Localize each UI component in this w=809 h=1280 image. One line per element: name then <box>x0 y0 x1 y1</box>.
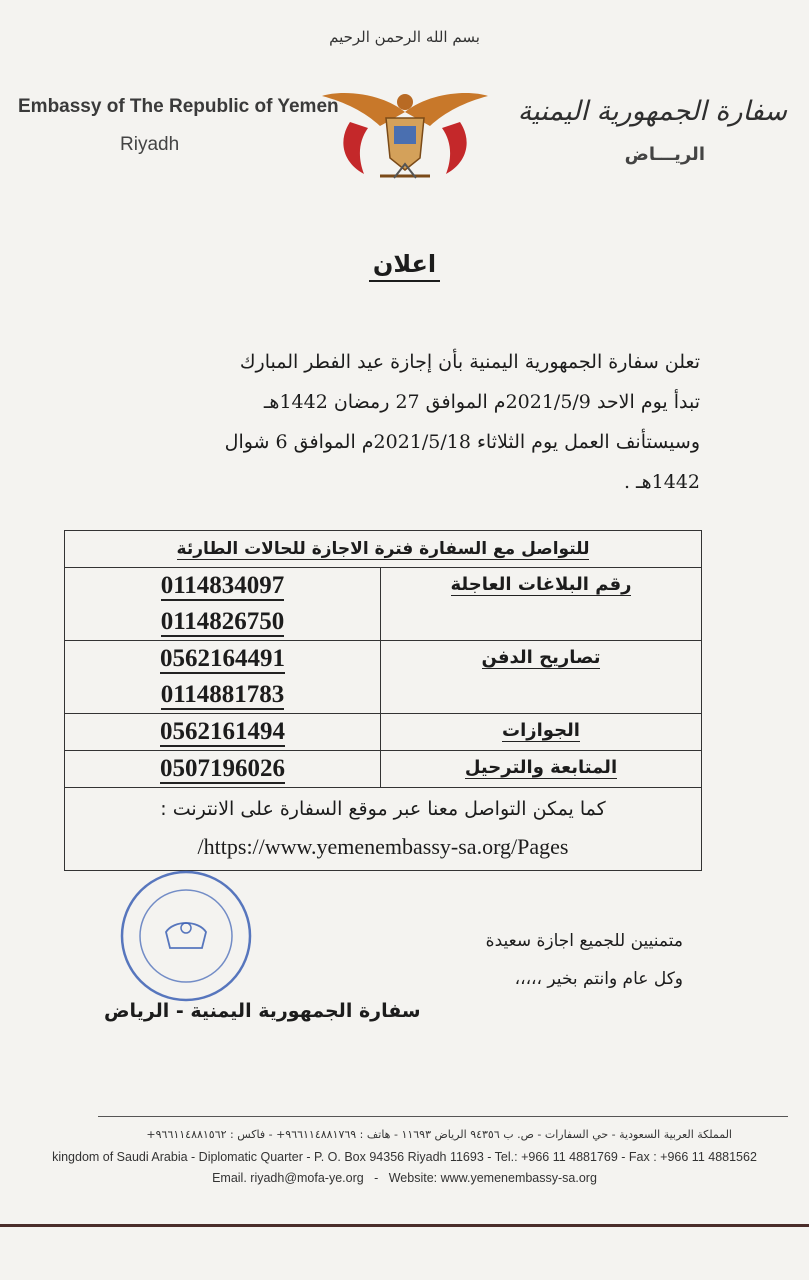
table-header: للتواصل مع السفارة فترة الاجازة للحالات الطارئة <box>65 531 702 568</box>
phone-number[interactable]: 0562164491 <box>160 645 285 672</box>
footer-contact <box>0 1171 809 1185</box>
bottom-bar <box>0 1224 809 1227</box>
phone-number[interactable]: 0507196026 <box>160 755 285 782</box>
footer-separator: - <box>374 1171 379 1185</box>
contact-numbers <box>65 751 381 788</box>
phone-number[interactable]: 0114826750 <box>160 608 285 635</box>
table-row <box>65 641 702 714</box>
contact-label: المتابعة والترحيل <box>381 751 702 788</box>
wish-line: وكل عام وانتم بخير ،،،،، <box>514 969 683 989</box>
embassy-name-arabic: سفارة الجمهورية اليمنية <box>517 96 787 127</box>
table-header-row <box>65 531 702 568</box>
contact-numbers <box>65 714 381 751</box>
table-row <box>65 714 702 751</box>
footer-address-arabic: المملكة العربية السعودية - حي السفارات - ص. ب ٩٤٣٥٦ الرياض ١١٦٩٣ - هاتف : ٩٦٦١١٤٨٨١٧٦٩+ - فاكس : ٩٦٦١١٤٨٨١٥٦٢+ <box>146 1128 732 1141</box>
basmala: بسم الله الرحمن الرحيم <box>329 28 480 46</box>
body-line: تبدأ يوم الاحد 2021/5/9م الموافق 27 رمضان 1442هـ <box>263 391 700 413</box>
official-stamp-icon <box>118 868 254 1004</box>
contact-label: رقم البلاغات العاجلة <box>381 568 702 641</box>
website-cell <box>65 788 702 871</box>
announcement-title-text: اعلان <box>369 250 440 282</box>
contact-label: الجوازات <box>381 714 702 751</box>
body-line: تعلن سفارة الجمهورية اليمنية بأن إجازة عيد الفطر المبارك <box>239 351 700 373</box>
footer-website[interactable]: Website: www.yemenembassy-sa.org <box>388 1171 597 1185</box>
closing-wishes <box>486 922 683 998</box>
emergency-contacts-table <box>64 530 702 871</box>
website-link[interactable]: /https://www.yemenembassy-sa.org/Pages <box>197 834 569 859</box>
contact-numbers <box>65 568 381 641</box>
website-intro: كما يمكن التواصل معنا عبر موقع السفارة على الانترنت : <box>160 798 606 820</box>
announcement-title <box>0 250 809 278</box>
city-arabic: الريـــاض <box>624 144 705 165</box>
contact-numbers <box>65 641 381 714</box>
embassy-name-english: Embassy of The Republic of Yemen <box>18 96 339 117</box>
contact-label: تصاريح الدفن <box>381 641 702 714</box>
footer-address-english: kingdom of Saudi Arabia - Diplomatic Quarter - P. O. Box 94356 Riyadh 11693 - Tel.: +966 11 4881769 - Fax : +966 11 4881562 <box>52 1150 757 1164</box>
signature: سفارة الجمهورية اليمنية - الرياض <box>104 1000 421 1022</box>
wish-line: متمنيين للجميع اجازة سعيدة <box>485 931 683 951</box>
phone-number[interactable]: 0562161494 <box>160 718 285 745</box>
announcement-body <box>100 342 700 502</box>
phone-number[interactable]: 0114834097 <box>160 572 285 599</box>
table-row <box>65 568 702 641</box>
city-english: Riyadh <box>120 134 180 155</box>
table-row <box>65 751 702 788</box>
table-footer-row <box>65 788 702 871</box>
body-line: 1442هـ . <box>623 471 700 493</box>
body-line: وسيستأنف العمل يوم الثلاثاء 2021/5/18م الموافق 6 شوال <box>224 431 700 453</box>
footer-divider <box>98 1116 788 1117</box>
phone-number[interactable]: 0114881783 <box>160 681 285 708</box>
yemen-eagle-emblem-icon <box>320 82 490 182</box>
footer-email[interactable]: Email. riyadh@mofa-ye.org <box>212 1171 364 1185</box>
